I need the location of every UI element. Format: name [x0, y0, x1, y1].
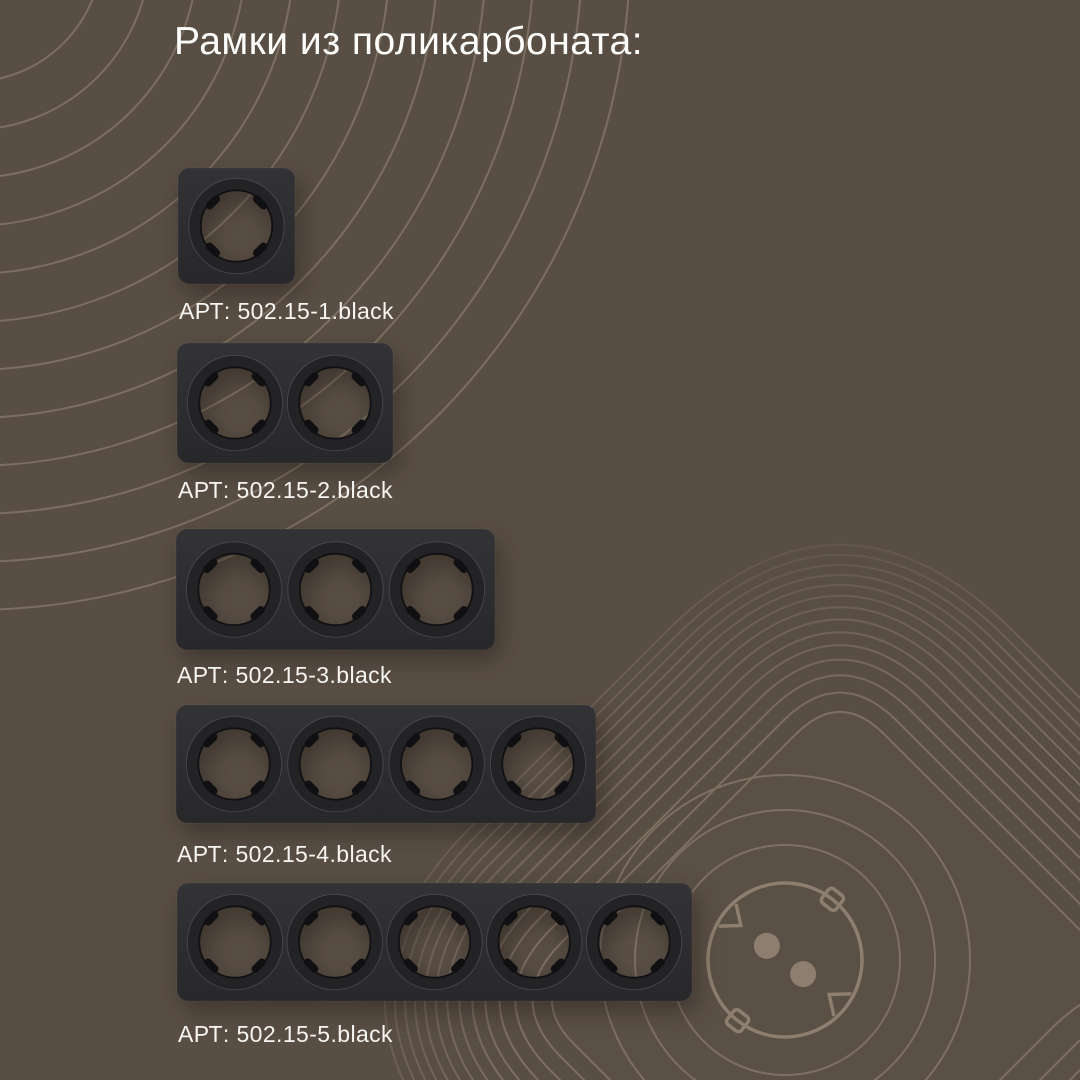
- product-art-label: АРТ: 502.15-5.black: [178, 1021, 393, 1047]
- product-photo-frame-1gang: [163, 153, 310, 299]
- product-art-label: АРТ: 502.15-1.black: [179, 298, 394, 324]
- product-art-label: АРТ: 502.15-4.black: [177, 841, 392, 867]
- page-title: Рамки из поликарбоната:: [174, 20, 644, 63]
- product-photo-frame-3gang: [161, 514, 510, 665]
- product-photo-frame-4gang: [161, 690, 611, 838]
- product-photo-frame-5gang: [162, 868, 707, 1016]
- product-photo-frame-2gang: [162, 328, 408, 478]
- product-art-label: АРТ: 502.15-3.black: [177, 662, 392, 688]
- product-art-label: АРТ: 502.15-2.black: [178, 477, 393, 503]
